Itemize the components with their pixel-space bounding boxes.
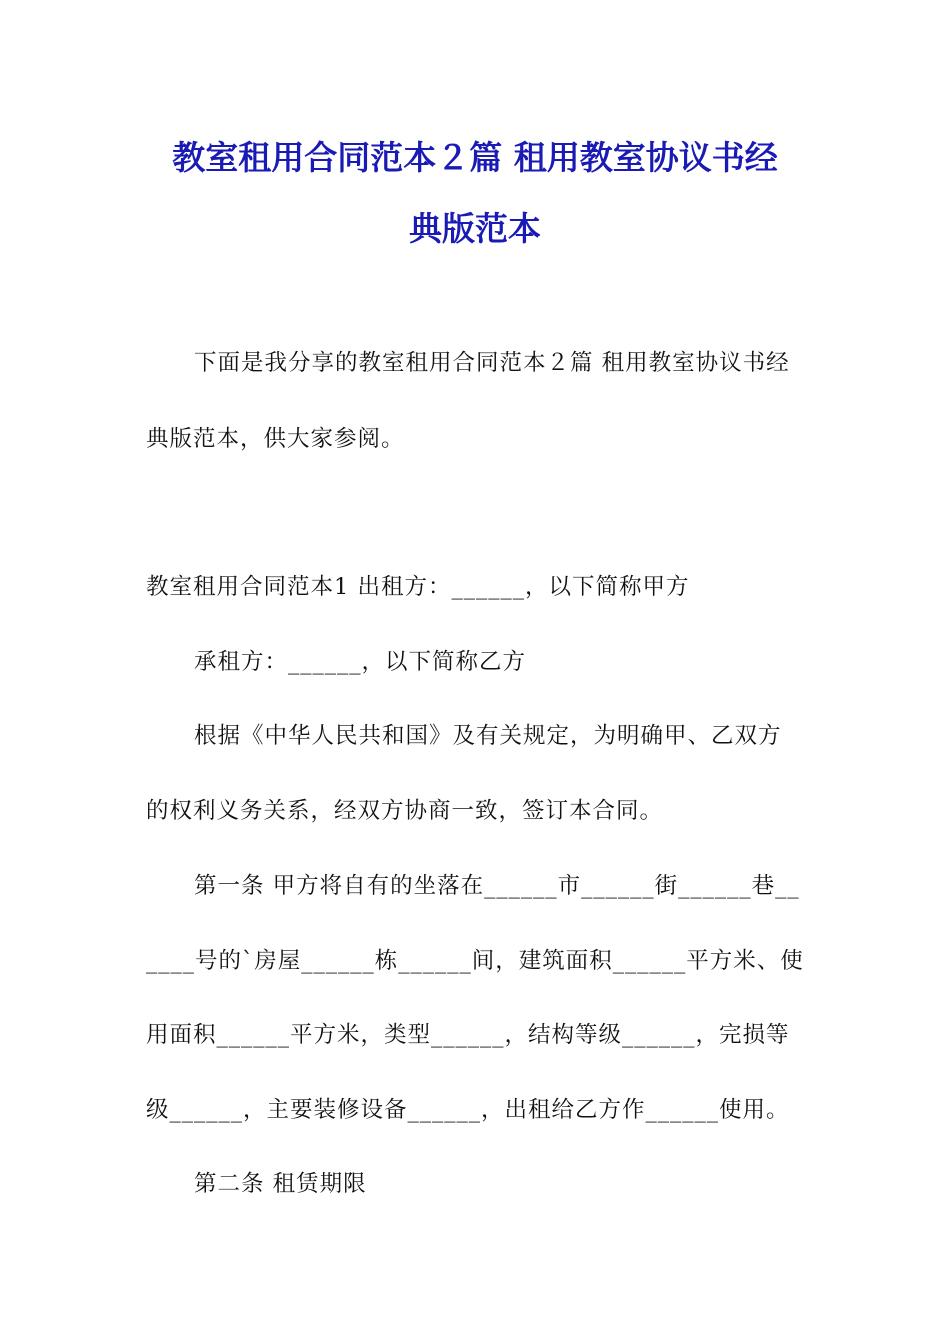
intro-paragraph-line-2: 典版范本，供大家参阅。 <box>146 426 405 452</box>
preamble-line-2: 的权利义务关系，经双方协商一致，签订本合同。 <box>146 798 664 824</box>
article-1-line-3: 用面积______平方米，类型______，结构等级______，完损等 <box>146 1022 790 1048</box>
article-2-heading: 第二条 租赁期限 <box>194 1171 367 1197</box>
document-title-line-2: 典版范本 <box>409 209 541 248</box>
article-1-line-2: ____号的`房屋______栋______间，建筑面积______平方米、使 <box>146 948 804 974</box>
article-1-line-4: 级______，主要装修设备______，出租给乙方作______使用。 <box>146 1097 790 1123</box>
lessee-line: 承租方：______，以下简称乙方 <box>194 649 527 675</box>
contract-heading-line: 教室租用合同范本1 出租方：______，以下简称甲方 <box>146 574 690 600</box>
preamble-line-1: 根据《中华人民共和国》及有关规定，为明确甲、乙双方 <box>194 723 782 749</box>
article-1-line-1: 第一条 甲方将自有的坐落在______市______街______巷__ <box>194 873 800 899</box>
intro-paragraph-line-1: 下面是我分享的教室租用合同范本２篇 租用教室协议书经 <box>194 350 790 376</box>
document-title-line-1: 教室租用合同范本２篇 租用教室协议书经 <box>172 138 778 177</box>
